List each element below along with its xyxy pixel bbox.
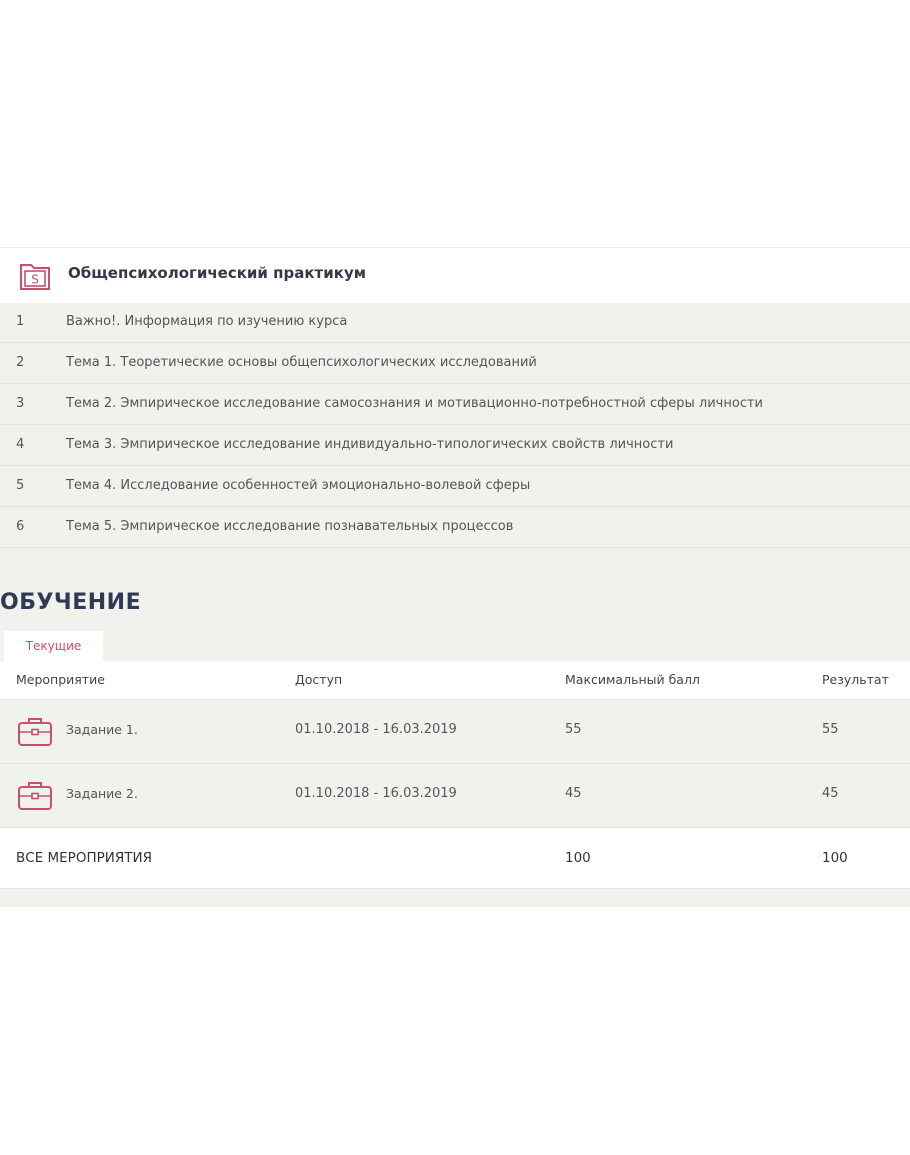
tab-current[interactable]: Текущие [4,631,103,661]
column-header-access[interactable]: Доступ [295,672,343,687]
topic-link[interactable]: Тема 2. Эмпирическое исследование самосознания и мотивационно-потребностной сферы личности [66,396,763,411]
max-score: 55 [565,722,582,737]
topic-list [0,302,910,548]
briefcase-icon [16,778,54,812]
topic-link[interactable]: Тема 4. Исследование особенностей эмоционально-волевой сферы [66,478,531,493]
section-title: ОБУЧЕНИЕ [0,590,142,615]
topic-number: 5 [16,478,25,493]
topic-row[interactable] [0,302,910,343]
table-header [0,661,910,700]
svg-text:S: S [31,272,39,287]
total-row [0,828,910,889]
folder-s-icon [18,260,52,292]
topic-link[interactable]: Тема 1. Теоретические основы общепсихологических исследований [66,355,537,370]
access-period: 01.10.2018 - 16.03.2019 [295,786,457,801]
course-title[interactable]: Общепсихологический практикум [68,264,366,282]
column-header-result[interactable]: Результат [822,672,889,687]
course-header [0,247,910,303]
topic-number: 1 [16,314,25,329]
topic-link[interactable]: Тема 3. Эмпирическое исследование индивидуально-типологических свойств личности [66,437,674,452]
topic-row[interactable] [0,466,910,507]
task-link[interactable]: Задание 1. [66,722,138,737]
briefcase-icon [16,714,54,748]
total-result: 100 [822,850,848,866]
task-link[interactable]: Задание 2. [66,786,138,801]
topic-number: 3 [16,396,25,411]
activities-table [0,661,910,889]
topic-row[interactable] [0,425,910,466]
topic-row[interactable] [0,343,910,384]
topic-number: 2 [16,355,25,370]
column-header-max-score[interactable]: Максимальный балл [565,672,700,687]
result-score: 45 [822,786,839,801]
access-period: 01.10.2018 - 16.03.2019 [295,722,457,737]
topic-row[interactable] [0,384,910,425]
total-max-score: 100 [565,850,591,866]
topic-number: 6 [16,519,25,534]
column-header-activity[interactable]: Мероприятие [16,672,105,687]
topic-number: 4 [16,437,25,452]
table-row[interactable] [0,764,910,828]
max-score: 45 [565,786,582,801]
table-row[interactable] [0,700,910,764]
course-panel [0,247,910,907]
topic-link[interactable]: Тема 5. Эмпирическое исследование познавательных процессов [66,519,514,534]
topic-row[interactable] [0,507,910,548]
result-score: 55 [822,722,839,737]
total-label: ВСЕ МЕРОПРИЯТИЯ [16,850,152,866]
topic-link[interactable]: Важно!. Информация по изучению курса [66,314,348,329]
